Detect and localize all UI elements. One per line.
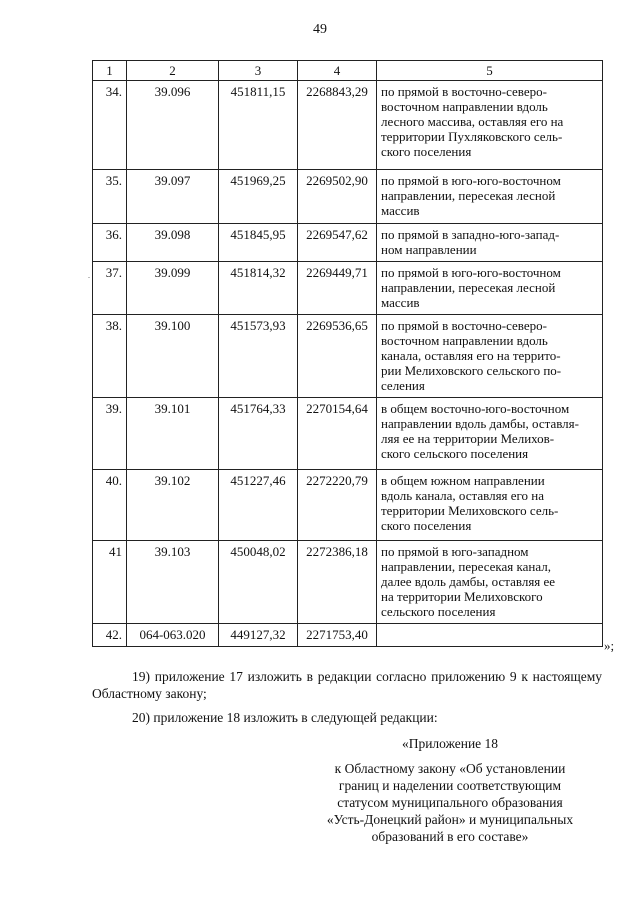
coordinate-x: 451814,32 — [219, 262, 298, 315]
description-line: в общем южном направлении — [381, 473, 545, 488]
row-number: 42. — [93, 624, 127, 647]
description-line: канала, оставляя его на террито- — [381, 348, 561, 363]
description-line: направлении, пересекая канал, — [381, 559, 551, 574]
description-line: направлении вдоль дамбы, оставля- — [381, 416, 579, 431]
coordinate-x: 451969,25 — [219, 170, 298, 224]
coordinate-y: 2269502,90 — [298, 170, 377, 224]
header-cell-5: 5 — [377, 61, 603, 81]
coordinate-y: 2269536,65 — [298, 315, 377, 398]
direction-description — [377, 262, 603, 315]
coordinate-x: 450048,02 — [219, 541, 298, 624]
table-row — [93, 262, 603, 315]
description-line: восточном направлении вдоль — [381, 333, 548, 348]
boundary-points-table — [92, 60, 603, 647]
description-line: вдоль канала, оставляя его на — [381, 488, 545, 503]
header-cell-2: 2 — [127, 61, 219, 81]
header-cell-3: 3 — [219, 61, 298, 81]
table-row — [93, 315, 603, 398]
coordinate-x: 451811,15 — [219, 81, 298, 170]
description-line: по прямой в юго-юго-восточном — [381, 173, 561, 188]
appendix-line: границ и наделении соответствующим — [338, 778, 562, 793]
direction-description — [377, 470, 603, 541]
coordinate-y: 2272386,18 — [298, 541, 377, 624]
description-line: ном направлении — [381, 242, 477, 257]
description-line: по прямой в восточно-северо- — [381, 84, 547, 99]
header-cell-4: 4 — [298, 61, 377, 81]
point-id: 39.102 — [127, 470, 219, 541]
point-id: 39.099 — [127, 262, 219, 315]
closing-quote-mark: »; — [604, 638, 615, 653]
description-line: массив — [381, 203, 420, 218]
page-number: 49 — [313, 22, 327, 37]
appendix-title: «Приложение 18 — [401, 736, 499, 751]
description-line: на территории Мелиховского — [381, 589, 543, 604]
coordinate-y: 2272220,79 — [298, 470, 377, 541]
description-line: по прямой в западно-юго-запад- — [381, 227, 560, 242]
table-body — [93, 81, 603, 647]
table-row — [93, 398, 603, 470]
table-row — [93, 470, 603, 541]
table-row — [93, 541, 603, 624]
point-id: 39.103 — [127, 541, 219, 624]
description-line: по прямой в восточно-северо- — [381, 318, 547, 333]
point-id: 39.098 — [127, 224, 219, 262]
point-id: 064-063.020 — [127, 624, 219, 647]
description-line: территории Мелиховского сель- — [381, 503, 559, 518]
description-line: направлении, пересекая лесной — [381, 188, 556, 203]
coordinate-x: 451764,33 — [219, 398, 298, 470]
description-line: рии Мелиховского сельского по- — [381, 363, 562, 378]
direction-description — [377, 315, 603, 398]
appendix-line: образований в его составе» — [371, 829, 529, 844]
coordinate-y: 2271753,40 — [298, 624, 377, 647]
direction-description — [377, 624, 603, 647]
row-number: 40. — [93, 470, 127, 541]
appendix-caption — [300, 760, 600, 845]
coordinate-y: 2268843,29 — [298, 81, 377, 170]
coordinate-y: 2269449,71 — [298, 262, 377, 315]
row-number: 38. — [93, 315, 127, 398]
row-number: 35. — [93, 170, 127, 224]
paragraph-20: 20) приложение 18 изложить в следующей редакции: — [132, 710, 438, 725]
row-number: 41 — [93, 541, 127, 624]
table-row — [93, 170, 603, 224]
row-number: 34. — [93, 81, 127, 170]
margin-tick: . — [88, 271, 90, 280]
direction-description — [377, 170, 603, 224]
table-header-row — [93, 61, 603, 81]
coordinate-x: 451845,95 — [219, 224, 298, 262]
table-row — [93, 624, 603, 647]
appendix-line: статусом муниципального образования — [337, 795, 563, 810]
coordinate-x: 449127,32 — [219, 624, 298, 647]
point-id: 39.097 — [127, 170, 219, 224]
row-number: 36. — [93, 224, 127, 262]
description-line: ского поселения — [381, 144, 472, 159]
description-line: ляя ее на территории Мелихов- — [381, 431, 555, 446]
description-line: территории Пухляковского сель- — [381, 129, 563, 144]
coordinate-y: 2269547,62 — [298, 224, 377, 262]
description-line: селения — [381, 378, 425, 393]
point-id: 39.100 — [127, 315, 219, 398]
direction-description — [377, 398, 603, 470]
description-line: ского поселения — [381, 518, 472, 533]
paragraph-19: 19) приложение 17 изложить в редакции согласно приложению 9 к настоящему Областному закону; — [92, 669, 602, 701]
description-line: лесного массива, оставляя его на — [381, 114, 564, 129]
point-id: 39.096 — [127, 81, 219, 170]
coordinate-x: 451573,93 — [219, 315, 298, 398]
row-number: 37. — [93, 262, 127, 315]
description-line: восточном направлении вдоль — [381, 99, 548, 114]
table-row — [93, 81, 603, 170]
table-row — [93, 224, 603, 262]
direction-description — [377, 541, 603, 624]
direction-description — [377, 224, 603, 262]
description-line: по прямой в юго-юго-восточном — [381, 265, 561, 280]
description-line: направлении, пересекая лесной — [381, 280, 556, 295]
header-cell-1: 1 — [93, 61, 127, 81]
description-line: массив — [381, 295, 420, 310]
direction-description — [377, 81, 603, 170]
description-line: в общем восточно-юго-восточном — [381, 401, 570, 416]
coordinate-y: 2270154,64 — [298, 398, 377, 470]
description-line: далее вдоль дамбы, оставляя ее — [381, 574, 556, 589]
appendix-line: «Усть-Донецкий район» и муниципальных — [326, 812, 574, 827]
description-line: по прямой в юго-западном — [381, 544, 529, 559]
description-line: ского сельского поселения — [381, 446, 529, 461]
appendix-line: к Областному закону «Об установлении — [334, 761, 566, 776]
row-number: 39. — [93, 398, 127, 470]
coordinate-x: 451227,46 — [219, 470, 298, 541]
point-id: 39.101 — [127, 398, 219, 470]
description-line: сельского поселения — [381, 604, 496, 619]
